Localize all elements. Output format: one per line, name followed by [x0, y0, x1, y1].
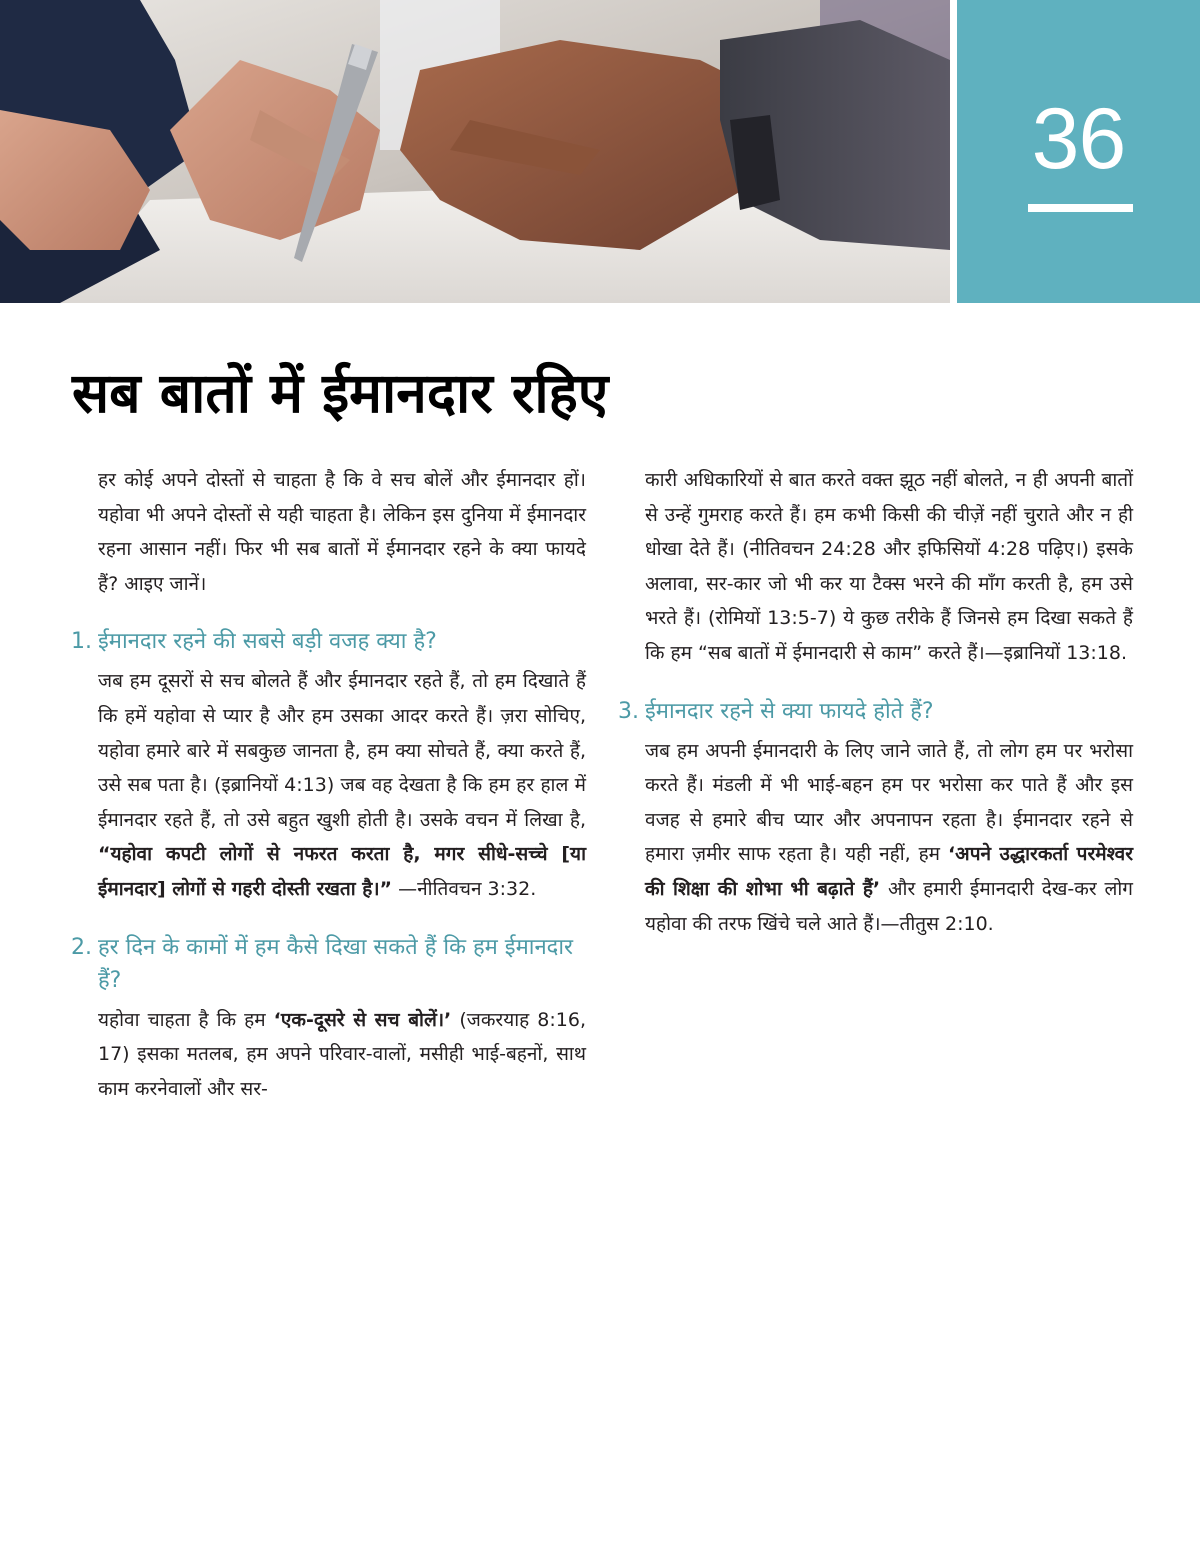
- answer-1-paragraph: [98, 664, 586, 906]
- question-3-number: 3.: [618, 698, 639, 724]
- header-photo: [0, 0, 950, 303]
- page-title: सब बातों में ईमानदार रहिए: [72, 361, 609, 425]
- answer-3-text: जब हम अपनी ईमानदारी के लिए जाने जाते हैं, तो लोग हम पर भरोसा करते हैं। मंडली में भी भाई-बहन हम पर भरोसा कर पाते हैं और इस वजह से हमारे बीच प्यार और अपनापन रहता है। ईमानदार रहने से हमारा ज़मीर साफ रहता है। यही नहीं, हम: [645, 739, 1133, 866]
- question-2-number: 2.: [71, 934, 92, 960]
- question-3-heading: [618, 695, 1133, 728]
- answer-2-continuation: कारी अधिकारियों से बात करते वक्त झूठ नहीं बोलते, न ही अपनी बातों से उन्हें गुमराह करते हैं। हम कभी किसी की चीज़ें नहीं चुराते और न ही धोखा देते हैं। (नीतिवचन 24:28 और इफिसियों 4:28 पढ़िए।) इसके अलावा, सर-कार जो भी कर या टैक्स भरने की माँग करती है, हम उसे भरते हैं। (रोमियों 13:5-7) ये कुछ तरीके हैं जिनसे हम दिखा सकते हैं कि हम “सब बातों में ईमानदारी से काम” करते हैं।—इब्रानियों 13:18.: [645, 469, 1133, 664]
- answer-3-emphasis: ‘अपने उद्धारकर्ता परमेश्वर की शिक्षा की शोभा भी बढ़ाते हैं’: [645, 843, 1133, 900]
- answer-2-text-continued: (जकरयाह 8:16, 17) इसका मतलब, हम अपने परिवार-वालों, मसीही भाई-बहनों, साथ काम करनेवालों और सर-: [98, 1008, 586, 1100]
- left-column: [71, 463, 586, 1106]
- answer-2-paragraph: [98, 1003, 586, 1107]
- lesson-number-underline: [1028, 204, 1133, 212]
- question-2-heading: [71, 931, 586, 997]
- answer-1-text: जब हम दूसरों से सच बोलते हैं और ईमानदार रहते हैं, तो हम दिखाते हैं कि हमें यहोवा से प्यार है और हम उसका आदर करते हैं। ज़रा सोचिए, यहोवा हमारे बारे में सबकुछ जानता है, हम क्या सोचते हैं, क्या करते हैं, उसे सब पता है। (इब्रानियों 4:13) जब वह देखता है कि हम हर हाल में ईमानदार रहते हैं, तो उसे बहुत खुशी होती है। उसके वचन में लिखा है,: [98, 670, 586, 831]
- question-3-text: ईमानदार रहने से क्या फायदे होते हैं?: [645, 698, 934, 724]
- intro-paragraph: हर कोई अपने दोस्तों से चाहता है कि वे सच बोलें और ईमानदार हों। यहोवा भी अपने दोस्तों से यही चाहता है। लेकिन इस दुनिया में ईमानदार रहना आसान नहीं। फिर भी सब बातों में ईमानदार रहने के क्या फायदे हैं? आइए जानें।: [98, 469, 586, 595]
- answer-1-emphasis: “यहोवा कपटी लोगों से नफरत करता है, मगर सीधे-सच्चे [या ईमानदार] लोगों से गहरी दोस्ती रखता है।”: [98, 843, 586, 900]
- lesson-number-box: [957, 0, 1200, 303]
- answer-1-reference: —नीतिवचन 3:32.: [392, 877, 537, 900]
- answer-2-text: यहोवा चाहता है कि हम: [98, 1008, 274, 1031]
- question-1-heading: [71, 625, 586, 658]
- question-1-number: 1.: [71, 629, 92, 655]
- handshake-signing-photo-icon: [0, 0, 950, 303]
- answer-3-paragraph: [645, 734, 1133, 942]
- lesson-number: 36: [1031, 91, 1126, 187]
- question-2-text: हर दिन के कामों में हम कैसे दिखा सकते हैं कि हम ईमानदार हैं?: [98, 934, 574, 993]
- question-1-text: ईमानदार रहने की सबसे बड़ी वजह क्या है?: [98, 629, 437, 655]
- answer-3-text-end: और हमारी ईमानदारी देख-कर लोग यहोवा की तरफ खिंचे चले आते हैं।—तीतुस 2:10.: [645, 877, 1133, 935]
- answer-2-emphasis: ‘एक-दूसरे से सच बोलें।’: [273, 1008, 452, 1031]
- right-column: [618, 463, 1133, 941]
